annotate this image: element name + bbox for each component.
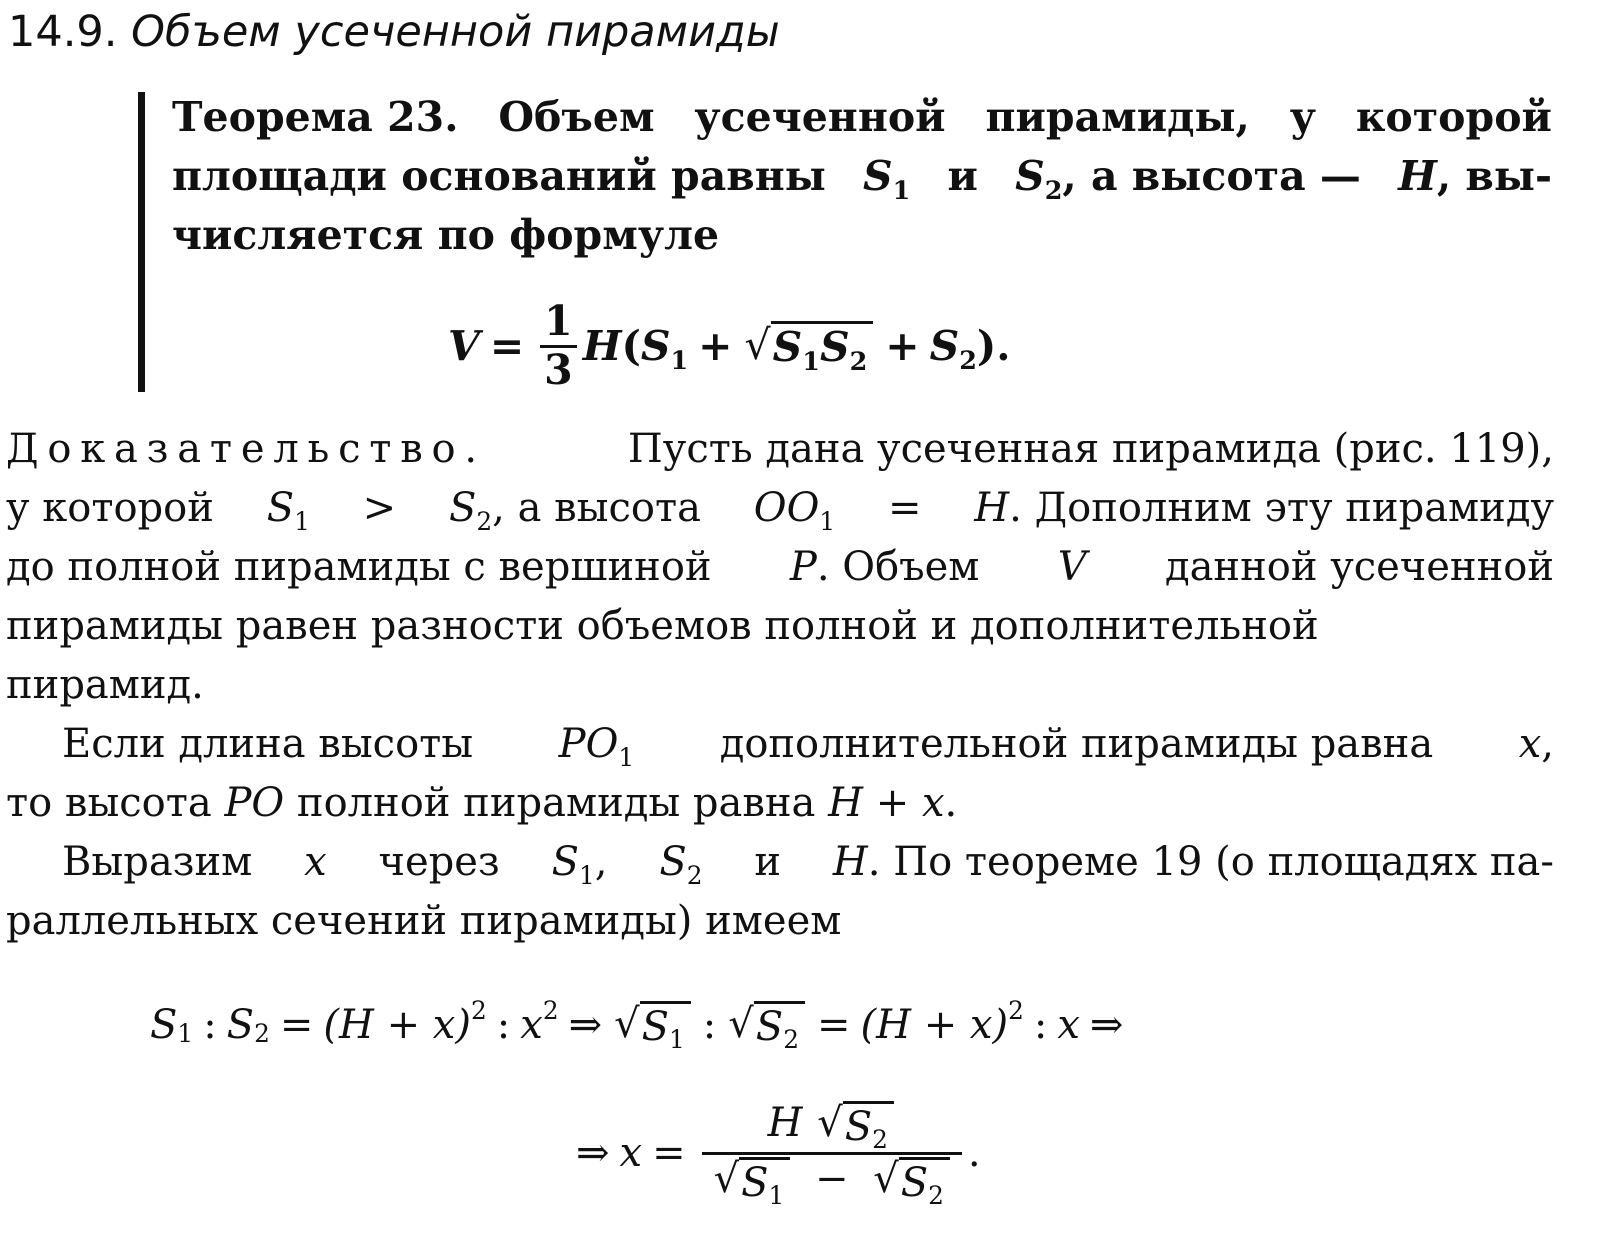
proof-line — [6, 656, 1554, 715]
math-operator: = — [652, 1130, 686, 1176]
math-operator: = — [816, 1002, 851, 1048]
math-inline: H. Дополним эту пирамиду — [974, 485, 1554, 531]
radicand: $S_1$ — [640, 1001, 691, 1050]
x-solution-formula — [566, 1078, 981, 1228]
formula-operator: = — [489, 322, 525, 370]
proof-text-run: раллельных сечений пирамиды) имеем — [6, 898, 842, 944]
theorem-var-h: H, вы- — [1398, 152, 1552, 200]
radical-sign-icon: √ — [728, 1000, 754, 1047]
math-inline: $S_2$ — [659, 839, 703, 890]
math-inline: V — [1057, 544, 1087, 590]
proof-text-run: до полной пирамиды с вершиной — [6, 544, 712, 590]
formula-paren: ( — [621, 322, 641, 370]
formula-symbol-h: H — [582, 322, 622, 370]
radicand: $S_1$ — [739, 1157, 790, 1206]
math-operator: : — [496, 1002, 511, 1048]
theorem-label: Теорема 23. — [172, 93, 459, 141]
math-operator: = — [887, 485, 922, 531]
theorem-line-1 — [172, 88, 1552, 147]
radicand: $S_1S_2$ — [771, 321, 874, 371]
theorem-volume-formula — [448, 298, 1011, 394]
proof-text-run: у которой — [6, 485, 214, 531]
radical-sign-icon: √ — [873, 1155, 899, 1202]
math-symbol: x — [1057, 1002, 1080, 1048]
math-operator: > — [362, 485, 397, 531]
math-inline: $S_1$ — [266, 485, 310, 536]
fraction-numerator: H √ $S_2$ — [758, 1099, 906, 1152]
proof-text-run: и — [754, 839, 782, 885]
sqrt-s1s2 — [744, 320, 874, 376]
radical-sign-icon: √ — [744, 320, 771, 369]
math-symbol: x — [520, 1002, 543, 1048]
proof-line — [6, 420, 1554, 479]
proof-text-run: пирамиды равен разности объемов полной и дополнительной — [6, 603, 1319, 649]
proof-label: Доказательство. — [6, 426, 486, 472]
theorem-text: площади оснований равны — [172, 152, 826, 200]
proof-text-run: Если длина высоты — [62, 721, 474, 767]
proof-text-run: Пусть дана усеченная пирамида (рис. 119), — [627, 426, 1554, 472]
math-operator: : — [203, 1002, 217, 1048]
fraction-one-third — [540, 299, 577, 392]
theorem-word: усеченной — [694, 93, 946, 141]
math-inline: H. По теореме 19 (о площадях па- — [832, 839, 1554, 885]
proof-line — [6, 538, 1554, 597]
math-inline: $S_2$, а высота — [448, 485, 701, 536]
math-inline: $PO_1$ — [558, 721, 635, 772]
sqrt-s1 — [614, 1000, 691, 1055]
theorem-word: которой — [1355, 93, 1552, 141]
proof-text-run: Выразим — [62, 839, 253, 885]
math-symbol: S — [150, 1002, 178, 1048]
theorem-text: и — [947, 152, 978, 200]
proof-text-run: через — [378, 839, 500, 885]
math-inline: x — [304, 839, 327, 885]
fraction-denominator — [702, 1152, 962, 1211]
proof-text-run: полной пирамиды равна — [296, 780, 816, 826]
math-symbol: S — [226, 1002, 255, 1048]
fraction-x — [702, 1099, 962, 1211]
ratio-formula: S 1 : S 2 = (H + x) 2 : x 2 ⇒ √ $S_1$ : √ $S_2$ = (H + x) 2 : x ⇒ — [150, 990, 1133, 1060]
theorem-word: пирамиды, — [985, 93, 1250, 141]
math-operator: − — [815, 1155, 849, 1202]
theorem-word: Объем — [498, 93, 655, 141]
proof-text-run: дополнительной пирамиды равна — [719, 721, 1434, 767]
implies-icon: ⇒ — [1089, 1002, 1124, 1048]
section-number: 14.9. — [8, 7, 118, 57]
math-inline: P. Объем — [789, 544, 980, 590]
radical-sign-icon: √ — [614, 1000, 640, 1047]
formula-term-s1: $S_1$ — [640, 322, 689, 375]
math-symbol: (H + x) — [860, 1002, 1009, 1048]
sqrt-s1 — [713, 1155, 791, 1211]
implies-icon: ⇒ — [568, 1002, 603, 1048]
section-heading — [8, 4, 780, 60]
formula-operator: + — [885, 322, 920, 370]
fraction-denominator: 3 — [540, 345, 577, 393]
math-inline: $S_1$, — [551, 839, 608, 890]
fraction-numerator: 1 — [544, 297, 573, 346]
math-inline: PO — [224, 780, 285, 826]
section-title: Объем усеченной пирамиды — [131, 7, 780, 57]
proof-text-run: данной усеченной — [1164, 544, 1554, 590]
theorem-line-2 — [172, 147, 1552, 206]
theorem-block — [172, 88, 1552, 265]
proof-text-run: то высота — [6, 780, 212, 826]
proof-line — [6, 774, 1554, 833]
sqrt-s2 — [728, 1000, 805, 1055]
math-operator: = — [279, 1002, 314, 1048]
formula-operator: + — [698, 322, 733, 370]
proof-line — [6, 892, 1554, 951]
proof-line — [6, 479, 1554, 538]
math-inline: $OO_1$ — [753, 485, 836, 536]
formula-term-s2: $S_2$ — [929, 322, 977, 375]
sqrt-s2 — [817, 1099, 894, 1155]
theorem-line-3 — [172, 206, 1552, 265]
proof-line — [6, 715, 1554, 774]
radicand: $S_2$ — [899, 1157, 950, 1206]
theorem-text: числяется по формуле — [172, 211, 720, 259]
proof-text-run: пирамид. — [6, 662, 204, 708]
sqrt-s2 — [873, 1155, 950, 1211]
radicand: $S_2$ — [754, 1001, 805, 1050]
theorem-margin-bar — [138, 92, 145, 392]
implies-icon: ⇒ — [576, 1130, 610, 1176]
radical-sign-icon: √ — [713, 1155, 740, 1202]
math-symbol: x — [619, 1130, 643, 1176]
math-symbol: (H + x) — [323, 1002, 471, 1048]
proof-text — [6, 420, 1554, 951]
radicand: $S_2$ — [843, 1101, 894, 1150]
math-inline: H + x. — [828, 780, 958, 826]
radical-sign-icon: √ — [817, 1099, 843, 1146]
formula-paren: ). — [976, 322, 1011, 370]
math-punctuation: . — [967, 1130, 981, 1176]
math-inline: x, — [1518, 721, 1554, 767]
theorem-word: у — [1289, 93, 1316, 141]
formula-symbol-v: V — [448, 322, 480, 370]
theorem-var-s2: $S_2$, а высота — — [1015, 152, 1361, 205]
math-operator: : — [702, 1002, 717, 1048]
proof-line — [6, 833, 1554, 892]
theorem-var-s1: $S_1$ — [863, 152, 911, 205]
proof-line — [6, 597, 1554, 656]
math-operator: : — [1033, 1002, 1048, 1048]
